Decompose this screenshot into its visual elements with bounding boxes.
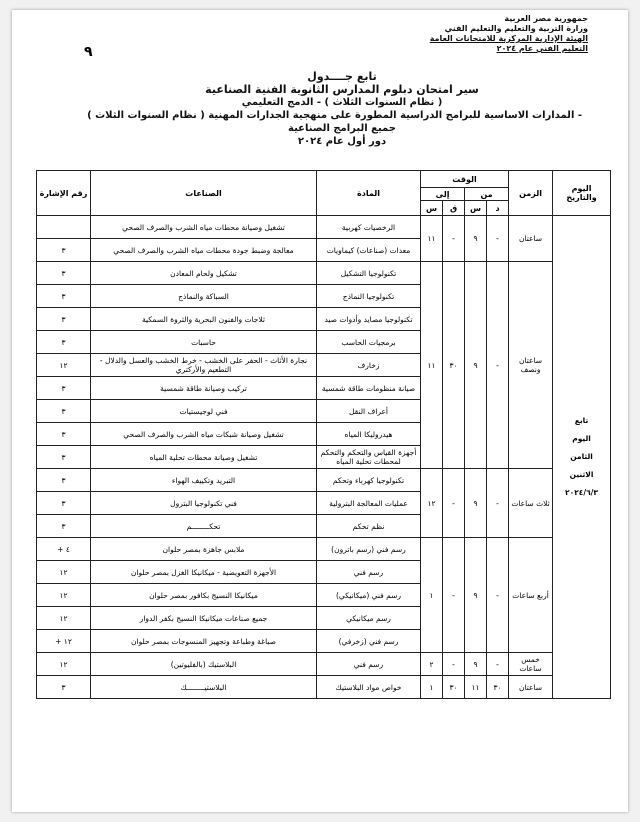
ref-cell: ٣ — [37, 423, 91, 446]
to-minutes-cell: - — [443, 653, 465, 676]
document-titles — [87, 70, 582, 148]
ref-cell: ٣ — [37, 331, 91, 354]
industry-cell: البلاستيك (بالفليوتين) — [91, 653, 317, 676]
table-row — [37, 262, 611, 285]
ref-cell: ٤ + — [37, 538, 91, 561]
industry-cell: تشغيل وصيانة شبكات مياه الشرب والصرف الصحي — [91, 423, 317, 446]
title-exam: سير امتحان دبلوم المدارس الثانوية الفنية الصناعية — [205, 83, 479, 96]
industry-cell: ميكانيكا النسيج بكافور بمصر حلوان — [91, 584, 317, 607]
subject-cell: رسم ميكانيكي — [317, 607, 421, 630]
ref-cell: ٣ — [37, 515, 91, 538]
ref-cell: ١٢ — [37, 561, 91, 584]
subject-cell: زخارف — [317, 354, 421, 377]
day-date: ٢٠٢٤/٦/٣ — [565, 488, 598, 497]
header-subject: المادة — [317, 171, 421, 216]
industry-cell: تشغيل وصيانة محطات تحلية المياه — [91, 446, 317, 469]
header-from: من — [465, 188, 509, 201]
ministry-header — [388, 14, 588, 54]
industry-cell: ثلاجات والفنون البحرية والثروة السمكية — [91, 308, 317, 331]
subject-cell: أجهزة القياس والتحكم والتحكم لمحطات تحلية المياه — [317, 446, 421, 469]
from-hours-cell: ٩ — [465, 653, 487, 676]
from-minutes-cell: - — [487, 216, 509, 262]
industry-cell: حاسبات — [91, 331, 317, 354]
from-minutes-cell: - — [487, 538, 509, 653]
duration-cell: ثلاث ساعات — [509, 469, 553, 538]
duration-cell: ساعتان — [509, 216, 553, 262]
duration-cell: ساعتان ونصف — [509, 262, 553, 469]
ref-cell: ٣ — [37, 676, 91, 699]
ref-cell: ٣ — [37, 308, 91, 331]
from-hours-cell: ٩ — [465, 262, 487, 469]
day-date-cell — [553, 216, 611, 699]
day-line: تابع — [574, 416, 589, 425]
industry-cell: فني تكنولوجيا البترول — [91, 492, 317, 515]
industry-cell: تحكــــــــم — [91, 515, 317, 538]
title-system: ( نظام السنوات الثلاث ) - الدمج التعليمي — [241, 97, 443, 108]
subject-cell: هيدروليكا المياه — [317, 423, 421, 446]
ministry-line: جمهورية مصر العربية — [504, 14, 588, 23]
subject-cell: تكنولوجيا مصايد وأدوات صيد — [317, 308, 421, 331]
subject-cell: عمليات المعالجة البترولية — [317, 492, 421, 515]
industry-cell: صباغة وطباعة وتجهيز المنسوجات بمصر حلوان — [91, 630, 317, 653]
to-hours-cell: ١١ — [421, 262, 443, 469]
subject-cell: برمجيات الحاسب — [317, 331, 421, 354]
table-row — [37, 676, 611, 699]
title-subjects: - المدارات الاساسية للبرامج الدراسية المطورة على منهجية الجدارات المهنية ( نظام السنوات الثلاث ) — [87, 110, 582, 121]
industry-cell: تشكيل ولحام المعادن — [91, 262, 317, 285]
subject-cell: رسم فني (زخرفي) — [317, 630, 421, 653]
subject-cell: نظم تحكم — [317, 515, 421, 538]
table-row — [37, 653, 611, 676]
industry-cell: تشغيل وصيانة محطات مياه الشرب والصرف الصحي — [91, 216, 317, 239]
title-programs: جميع البرامج الصناعية — [288, 123, 396, 134]
to-minutes-cell: ٣٠ — [443, 676, 465, 699]
subject-cell: تكنولوجيا التشكيل — [317, 262, 421, 285]
to-hours-cell: ١٢ — [421, 469, 443, 538]
header-time: الوقت — [421, 171, 509, 188]
industry-cell: التبريد وتكييف الهواء — [91, 469, 317, 492]
industry-cell: البلاستيــــــــك — [91, 676, 317, 699]
subject-cell: رسم فني (رسم باترون) — [317, 538, 421, 561]
to-hours-cell: ٢ — [421, 653, 443, 676]
ref-cell: ١٢ — [37, 607, 91, 630]
to-hours-cell: ١ — [421, 538, 443, 653]
from-hours-cell: ٩ — [465, 216, 487, 262]
title-continued: تابع جــــدول — [307, 70, 377, 83]
to-minutes-cell: ٣٠ — [443, 262, 465, 469]
header-to: إلى — [421, 188, 465, 201]
from-hours-cell: ٩ — [465, 538, 487, 653]
from-minutes-cell: ٣٠ — [487, 676, 509, 699]
from-hours-cell: ١١ — [465, 676, 487, 699]
industry-cell: الأجهزة التعويضية - ميكانيكا الغزل بمصر حلوان — [91, 561, 317, 584]
to-hours-cell: ١١ — [421, 216, 443, 262]
ministry-line: وزارة التربية والتعليم والتعليم الفني — [444, 24, 588, 33]
subject-cell: رسم فني — [317, 561, 421, 584]
subject-cell: رسم فني (ميكانيكي) — [317, 584, 421, 607]
ref-cell: ١٢ — [37, 584, 91, 607]
ref-cell: ١٢ — [37, 354, 91, 377]
from-minutes-cell: - — [487, 262, 509, 469]
ref-cell: ٣ — [37, 262, 91, 285]
industry-cell: جميع صناعات ميكانيكا النسيج بكفر الدوار — [91, 607, 317, 630]
header-ref: رقم الإشارة — [37, 171, 91, 216]
from-minutes-cell: - — [487, 653, 509, 676]
duration-cell: ساعتان — [509, 676, 553, 699]
table-row — [37, 469, 611, 492]
header-to-hours: س — [421, 201, 443, 216]
subject-cell: تكنولوجيا كهرباء وتحكم — [317, 469, 421, 492]
from-minutes-cell: - — [487, 469, 509, 538]
ref-cell: ٣ — [37, 400, 91, 423]
industry-cell: ملابس جاهزة بمصر حلوان — [91, 538, 317, 561]
industry-cell: تركيب وصيانة طاقة شمسية — [91, 377, 317, 400]
industry-cell: فني لوجيستيات — [91, 400, 317, 423]
ref-cell: ٣ — [37, 469, 91, 492]
ministry-line: الهيئة الإدارية المركزية للامتحانات العامة — [429, 34, 588, 43]
from-hours-cell: ٩ — [465, 469, 487, 538]
table-row — [37, 216, 611, 239]
day-line: اليوم — [572, 434, 591, 443]
industry-cell: معالجة وضبط جودة محطات مياه الشرب والصرف الصحي — [91, 239, 317, 262]
document-page — [12, 10, 628, 812]
to-hours-cell: ١ — [421, 676, 443, 699]
subject-cell: معدات (صناعات) كيماويات — [317, 239, 421, 262]
header-day: اليوم والتاريخ — [553, 171, 611, 216]
ref-cell: ٣ — [37, 446, 91, 469]
subject-cell: رسم فني — [317, 653, 421, 676]
ref-cell — [37, 216, 91, 239]
header-from-minutes: د — [487, 201, 509, 216]
ref-cell: ٣ — [37, 239, 91, 262]
header-industries: الصناعات — [91, 171, 317, 216]
header-to-minutes: ق — [443, 201, 465, 216]
ref-cell: ٣ — [37, 492, 91, 515]
title-session: دور أول عام ٢٠٢٤ — [297, 136, 387, 147]
to-minutes-cell: - — [443, 538, 465, 653]
duration-cell: خمس ساعات — [509, 653, 553, 676]
ref-cell: ١٢ — [37, 653, 91, 676]
ref-cell: ١٢ + — [37, 630, 91, 653]
duration-cell: أربع ساعات — [509, 538, 553, 653]
industry-cell: السباكة والنماذج — [91, 285, 317, 308]
subject-cell: الرخصيات كهربية — [317, 216, 421, 239]
ministry-line: التعليم الفني عام ٢٠٢٤ — [496, 44, 588, 53]
to-minutes-cell: - — [443, 469, 465, 538]
subject-cell: صيانة منظومات طاقة شمسية — [317, 377, 421, 400]
day-line: الثامن — [570, 452, 593, 461]
header-from-hours: س — [465, 201, 487, 216]
ref-cell: ٣ — [37, 285, 91, 308]
day-line: الاثنين — [569, 470, 594, 479]
exam-schedule-table — [36, 170, 611, 699]
subject-cell: تكنولوجيا النماذج — [317, 285, 421, 308]
industry-cell: نجارة الأثاث - الحفر على الخشب - خرط الخشب والعسل والدلال - التطعيم والأركتري — [91, 354, 317, 377]
ref-cell: ٣ — [37, 377, 91, 400]
subject-cell: خواص مواد البلاستيك — [317, 676, 421, 699]
table-row — [37, 538, 611, 561]
page-number: ٩ — [84, 44, 93, 60]
header-duration: الزمن — [509, 171, 553, 216]
to-minutes-cell: - — [443, 216, 465, 262]
subject-cell: أعراف النقل — [317, 400, 421, 423]
